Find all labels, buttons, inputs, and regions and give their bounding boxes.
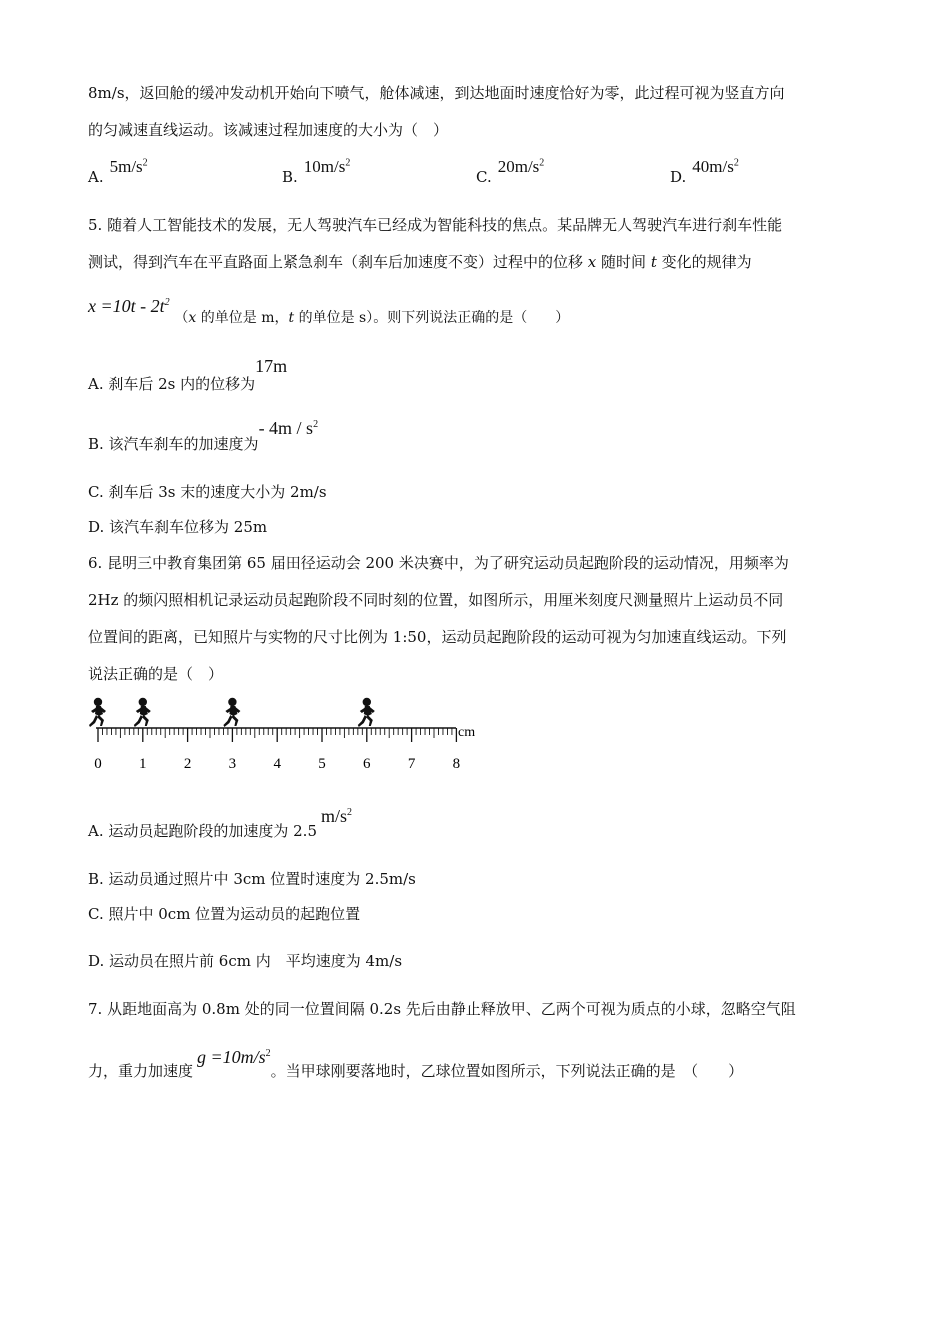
q4-option-b-label: B. xyxy=(282,168,298,186)
q6-option-b[interactable]: B. 运动员通过照片中 3cm 位置时速度为 2.5m/s xyxy=(88,870,416,888)
q5-formula-line: $x =10t - 2t^2$ （x 的单位是 m，t 的单位是 s）。则下列说法正确的是（ ） xyxy=(88,296,570,326)
q5-line2-b: 随时间 xyxy=(601,253,647,271)
q5-formula-text: x =10t - 2t xyxy=(88,296,165,316)
sup: 2 xyxy=(164,297,170,308)
q6-text-line4: 说法正确的是（ ） xyxy=(88,665,224,683)
var-t: t xyxy=(288,310,295,326)
ruler-figure xyxy=(84,692,504,780)
var-t: t xyxy=(650,253,657,271)
sup: 2 xyxy=(345,157,351,169)
q4-option-a-value-text: 5m/s xyxy=(109,157,143,176)
runner-icon xyxy=(134,698,151,727)
q5-formula xyxy=(88,296,170,316)
q4-option-c-label: C. xyxy=(476,168,492,186)
ruler-labels xyxy=(94,756,460,772)
ruler-label: 3 xyxy=(228,756,237,772)
q6-option-a[interactable] xyxy=(88,806,353,840)
sup: 2 xyxy=(733,157,739,169)
var-x: x xyxy=(188,310,197,326)
q6-option-a-value xyxy=(321,806,352,826)
ruler-label: 4 xyxy=(273,756,281,772)
q4-option-a-value xyxy=(110,157,148,176)
q4-text-line1: 8m/s，返回舱的缓冲发动机开始向下喷气，舱体减速，到达地面时速度恰好为零，此过程可视为竖直方向 xyxy=(88,84,785,102)
runners-group xyxy=(89,698,375,727)
q4-option-b-value xyxy=(304,157,351,176)
q4-option-d-value-text: 40m/s xyxy=(692,157,734,176)
q6-option-a-value-text: m/s xyxy=(321,806,348,826)
runner-icon xyxy=(358,698,375,727)
q5-option-a-value: 17m xyxy=(255,356,288,376)
q4-option-a[interactable] xyxy=(88,157,148,187)
q5-option-a[interactable] xyxy=(88,356,288,393)
q5-option-b-text: B. 该汽车刹车的加速度为 xyxy=(88,435,259,453)
var-x: x xyxy=(587,253,597,271)
q6-text-line2: 2Hz 的频闪照相机记录运动员起跑阶段不同时刻的位置，如图所示，用厘米刻度尺测量照片上运动员不同 xyxy=(88,591,784,609)
q7-g-formula-text: g =10m/s xyxy=(197,1047,266,1067)
q7-line2-a: 力，重力加速度 xyxy=(88,1062,194,1080)
q4-option-b-value-text: 10m/s xyxy=(303,157,346,176)
runner-icon xyxy=(223,698,240,727)
runner-icon xyxy=(89,698,106,727)
q5-option-b[interactable] xyxy=(88,418,319,453)
q4-option-d[interactable] xyxy=(670,157,739,187)
ruler-label: 2 xyxy=(183,756,192,772)
q5-option-d[interactable]: D. 该汽车刹车位移为 25m xyxy=(88,518,268,536)
ruler-label: 6 xyxy=(363,756,371,772)
sup: 2 xyxy=(313,419,319,430)
q5-line2-a: 测试，得到汽车在平直路面上紧急刹车（刹车后加速度不变）过程中的位移 xyxy=(88,253,584,271)
sup: 2 xyxy=(539,157,545,169)
sup: 2 xyxy=(142,157,148,169)
q4-option-c-value xyxy=(498,157,545,176)
q7-g-formula xyxy=(197,1047,271,1067)
ruler-unit-label: cm xyxy=(458,725,476,740)
sup: 2 xyxy=(347,807,353,818)
q5-text-line1: 5. 随着人工智能技术的发展，无人驾驶汽车已经成为智能科技的焦点。某品牌无人驾驶汽车进行刹车性能 xyxy=(88,216,783,234)
ruler-label: 7 xyxy=(407,756,416,772)
q7-text-line2 xyxy=(88,1045,744,1080)
q4-text-line2: 的匀减速直线运动。该减速过程加速度的大小为（ ） xyxy=(88,121,449,139)
q5-formula-tail: 的单位是 m， xyxy=(200,310,289,326)
q6-option-c[interactable]: C. 照片中 0cm 位置为运动员的起跑位置 xyxy=(88,905,361,923)
q4-option-c-value-text: 20m/s xyxy=(497,157,540,176)
ruler-label: 8 xyxy=(452,756,461,772)
q6-option-a-text: A. 运动员起跑阶段的加速度为 2.5 xyxy=(88,822,317,840)
ruler-label: 0 xyxy=(94,756,102,772)
q5-line2-c: 变化的规律为 xyxy=(661,253,752,271)
q6-text-line1: 6. 昆明三中教育集团第 65 届田径运动会 200 米决赛中，为了研究运动员起跑阶段的运动情况，用频率为 xyxy=(88,554,789,572)
q5-text-line2 xyxy=(88,251,752,272)
q7-text-line1: 7. 从距地面高为 0.8m 处的同一位置间隔 0.2s 先后由静止释放甲、乙两个可视为质点的小球，忽略空气阻 xyxy=(88,1000,796,1018)
q5-formula-tail2: 的单位是 s）。则下列说法正确的是（ ） xyxy=(298,310,570,326)
q5-option-b-value-text: - 4m / s xyxy=(258,418,314,438)
q5-option-c[interactable]: C. 刹车后 3s 末的速度大小为 2m/s xyxy=(88,483,327,501)
q6-text-line3: 位置间的距离，已知照片与实物的尺寸比例为 1:50，运动员起跑阶段的运动可视为匀加速直线运动。下列 xyxy=(88,628,787,646)
q5-option-a-text: A. 刹车后 2s 内的位移为 xyxy=(88,375,256,393)
q4-option-b[interactable] xyxy=(282,157,351,187)
q5-option-b-value xyxy=(259,418,319,438)
q4-option-d-value xyxy=(692,157,739,176)
q4-option-a-label: A. xyxy=(88,168,104,186)
q4-option-c[interactable] xyxy=(476,157,545,187)
q6-option-d[interactable]: D. 运动员在照片前 6cm 内 平均速度为 4m/s xyxy=(88,952,403,970)
ruler-label: 5 xyxy=(318,756,326,772)
ruler-label: 1 xyxy=(139,756,147,772)
q7-line2-b: 。当甲球刚要落地时，乙球位置如图所示，下列说法正确的是 （ ） xyxy=(270,1062,744,1080)
ruler-ticks xyxy=(98,728,456,742)
q4-option-d-label: D. xyxy=(670,168,687,186)
sup: 2 xyxy=(265,1048,271,1059)
